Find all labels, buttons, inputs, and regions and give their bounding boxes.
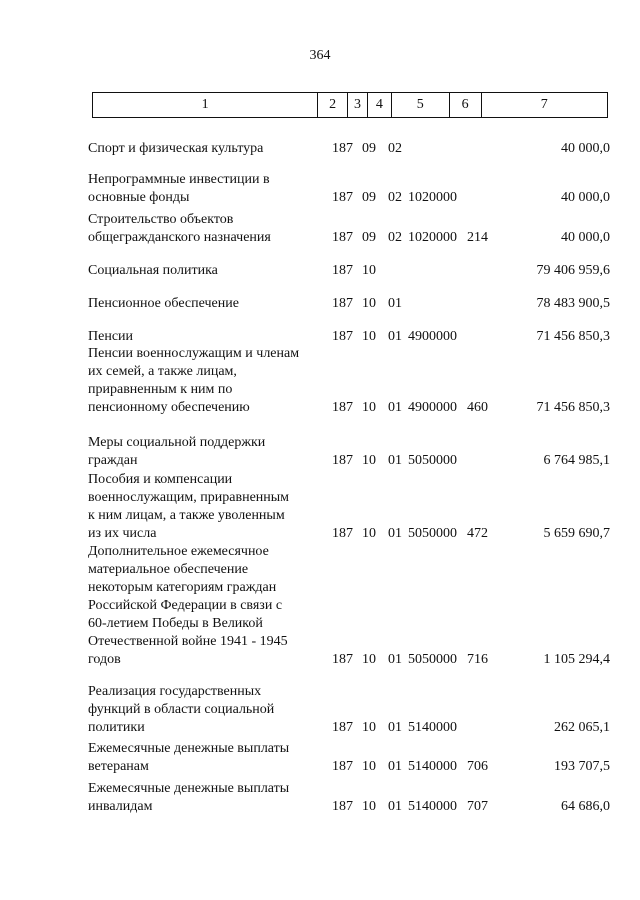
table-row <box>0 740 640 776</box>
row-amount: 71 456 850,3 <box>536 400 610 415</box>
table-row <box>0 471 640 543</box>
row-name <box>88 740 326 776</box>
row-name-line: Строительство объектов <box>88 212 234 227</box>
row-code-c2: 187 <box>332 400 353 415</box>
row-name-line: Пособия и компенсации <box>88 472 233 487</box>
row-code-c5: 1020000 <box>408 230 457 245</box>
row-name-line: из их числа <box>88 526 157 541</box>
row-code-c2: 187 <box>332 141 353 156</box>
table-row <box>0 543 640 669</box>
row-amount: 40 000,0 <box>561 230 610 245</box>
row-amount: 79 406 959,6 <box>536 263 610 278</box>
header-col-6: 6 <box>450 93 482 117</box>
table-row <box>0 295 640 313</box>
row-name <box>88 140 326 158</box>
row-code-c2: 187 <box>332 453 353 468</box>
row-name <box>88 434 326 470</box>
row-code-c4: 01 <box>388 759 402 774</box>
row-name-line: 60-летием Победы в Великой <box>88 616 263 631</box>
row-name-line: Дополнительное ежемесячное <box>88 544 269 559</box>
table-row <box>0 140 640 158</box>
row-code-c3: 10 <box>362 329 376 344</box>
row-code-c4: 01 <box>388 453 402 468</box>
row-code-c5: 5050000 <box>408 453 457 468</box>
row-name <box>88 211 326 247</box>
row-name-line: основные фонды <box>88 190 190 205</box>
table-header <box>92 92 608 118</box>
row-name-line: некоторым категориям граждан <box>88 580 277 595</box>
row-code-c5: 5140000 <box>408 720 457 735</box>
table-row <box>0 328 640 346</box>
row-name-line: материальное обеспечение <box>88 562 249 577</box>
row-name <box>88 262 326 280</box>
row-name <box>88 471 326 543</box>
header-col-2: 2 <box>318 93 348 117</box>
header-col-4: 4 <box>368 93 392 117</box>
row-code-c3: 10 <box>362 296 376 311</box>
row-code-c5: 5050000 <box>408 652 457 667</box>
row-code-c3: 10 <box>362 453 376 468</box>
row-code-c5: 4900000 <box>408 329 457 344</box>
row-code-c6: 472 <box>467 526 488 541</box>
row-name-line: общегражданского назначения <box>88 230 271 245</box>
row-name <box>88 780 326 816</box>
row-name-line: граждан <box>88 453 138 468</box>
row-code-c3: 10 <box>362 400 376 415</box>
row-name-line: Отечественной войне 1941 - 1945 <box>88 634 288 649</box>
row-name <box>88 543 326 669</box>
row-name-line: Спорт и физическая культура <box>88 141 264 156</box>
row-name <box>88 683 326 737</box>
row-code-c3: 09 <box>362 141 376 156</box>
row-code-c2: 187 <box>332 759 353 774</box>
row-name-line: Пенсии <box>88 329 134 344</box>
row-code-c6: 716 <box>467 652 488 667</box>
row-code-c4: 02 <box>388 230 402 245</box>
row-code-c4: 02 <box>388 141 402 156</box>
row-name <box>88 345 326 417</box>
row-code-c4: 01 <box>388 799 402 814</box>
table-row <box>0 683 640 737</box>
row-code-c3: 10 <box>362 526 376 541</box>
row-code-c2: 187 <box>332 329 353 344</box>
row-code-c2: 187 <box>332 526 353 541</box>
row-code-c2: 187 <box>332 799 353 814</box>
row-name <box>88 171 326 207</box>
row-name-line: военнослужащим, приравненным <box>88 490 290 505</box>
row-amount: 1 105 294,4 <box>543 652 610 667</box>
row-amount: 40 000,0 <box>561 190 610 205</box>
row-name-line: ветеранам <box>88 759 149 774</box>
row-code-c3: 10 <box>362 759 376 774</box>
row-code-c2: 187 <box>332 652 353 667</box>
table-row <box>0 171 640 207</box>
table-row <box>0 434 640 470</box>
row-code-c6: 707 <box>467 799 488 814</box>
row-code-c5: 1020000 <box>408 190 457 205</box>
row-code-c4: 01 <box>388 296 402 311</box>
row-name-line: Ежемесячные денежные выплаты <box>88 781 290 796</box>
row-code-c3: 09 <box>362 230 376 245</box>
row-code-c6: 706 <box>467 759 488 774</box>
row-name-line: Российской Федерации в связи с <box>88 598 283 613</box>
row-name-line: Непрограммные инвестиции в <box>88 172 270 187</box>
row-name-line: политики <box>88 720 145 735</box>
row-code-c4: 02 <box>388 190 402 205</box>
row-amount: 78 483 900,5 <box>536 296 610 311</box>
row-code-c2: 187 <box>332 190 353 205</box>
row-code-c6: 460 <box>467 400 488 415</box>
row-code-c2: 187 <box>332 263 353 278</box>
row-code-c4: 01 <box>388 652 402 667</box>
row-name-line: Социальная политика <box>88 263 218 278</box>
header-col-5: 5 <box>392 93 450 117</box>
row-name-line: приравненным к ним по <box>88 382 233 397</box>
row-code-c2: 187 <box>332 296 353 311</box>
row-code-c2: 187 <box>332 720 353 735</box>
row-code-c6: 214 <box>467 230 488 245</box>
header-col-7: 7 <box>540 97 548 112</box>
table-row <box>0 211 640 247</box>
table-row <box>0 262 640 280</box>
header-col-3: 3 <box>348 93 368 117</box>
row-name-line: их семей, а также лицам, <box>88 364 237 379</box>
row-code-c4: 01 <box>388 329 402 344</box>
row-code-c3: 10 <box>362 652 376 667</box>
row-code-c4: 01 <box>388 400 402 415</box>
row-code-c5: 5050000 <box>408 526 457 541</box>
row-name-line: Меры социальной поддержки <box>88 435 266 450</box>
row-name <box>88 295 326 313</box>
row-name-line: годов <box>88 652 121 667</box>
row-name-line: Пенсии военнослужащим и членам <box>88 346 300 361</box>
row-name-line: Реализация государственных <box>88 684 262 699</box>
row-amount: 40 000,0 <box>561 141 610 156</box>
row-name-line: инвалидам <box>88 799 153 814</box>
row-name-line: пенсионному обеспечению <box>88 400 250 415</box>
row-code-c3: 10 <box>362 263 376 278</box>
row-code-c3: 09 <box>362 190 376 205</box>
row-code-c5: 4900000 <box>408 400 457 415</box>
row-name <box>88 328 326 346</box>
row-name-line: Пенсионное обеспечение <box>88 296 239 311</box>
row-amount: 5 659 690,7 <box>543 526 610 541</box>
row-name-line: к ним лицам, а также уволенным <box>88 508 285 523</box>
row-name-line: Ежемесячные денежные выплаты <box>88 741 290 756</box>
page-number: 364 <box>309 48 331 63</box>
table-row <box>0 780 640 816</box>
header-col-1: 1 <box>93 93 318 117</box>
row-name-line: функций в области социальной <box>88 702 275 717</box>
row-code-c4: 01 <box>388 720 402 735</box>
row-amount: 262 065,1 <box>554 720 610 735</box>
row-amount: 71 456 850,3 <box>536 329 610 344</box>
row-amount: 6 764 985,1 <box>543 453 610 468</box>
row-code-c3: 10 <box>362 799 376 814</box>
row-code-c4: 01 <box>388 526 402 541</box>
row-code-c2: 187 <box>332 230 353 245</box>
row-amount: 64 686,0 <box>561 799 610 814</box>
row-code-c5: 5140000 <box>408 759 457 774</box>
row-amount: 193 707,5 <box>554 759 610 774</box>
row-code-c5: 5140000 <box>408 799 457 814</box>
table-row <box>0 345 640 417</box>
row-code-c3: 10 <box>362 720 376 735</box>
